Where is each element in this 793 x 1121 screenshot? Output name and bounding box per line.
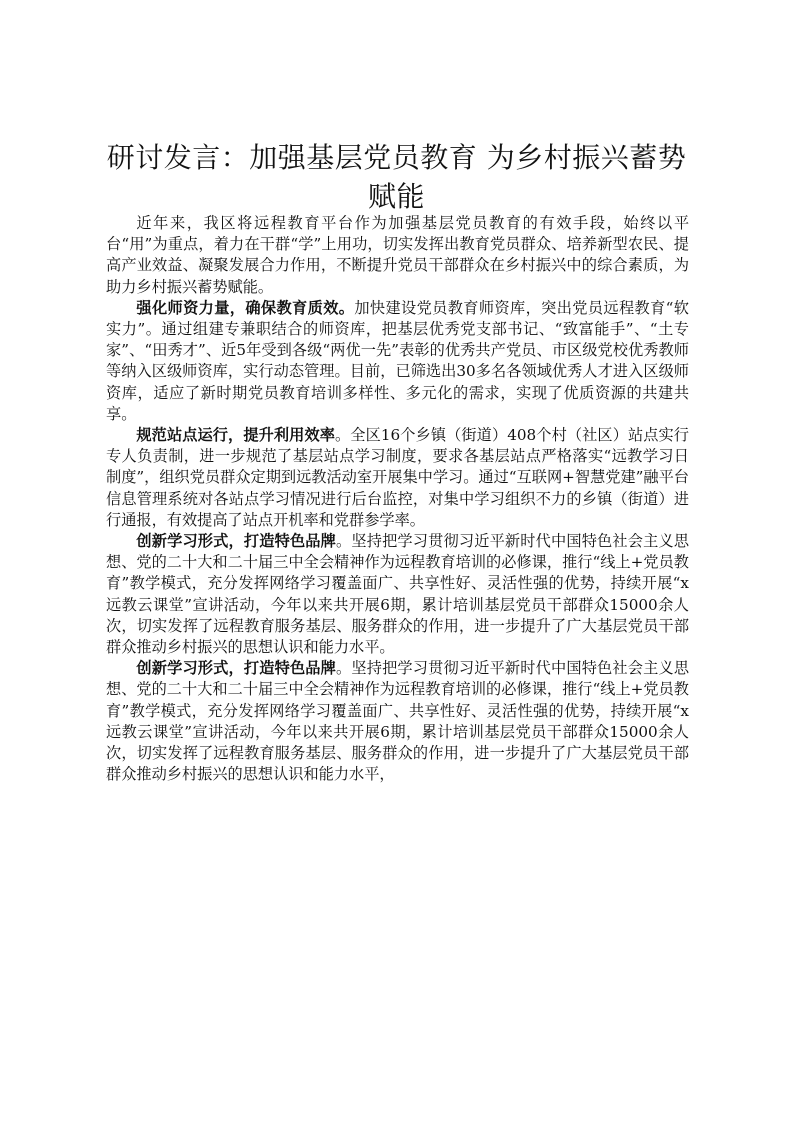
paragraph-text: 。全区16个乡镇（街道）408个村（社区）站点实行专人负责制，进一步规范了基层站点学习制度，要求各基层站点严格落实“远教学习日制度”，组织党员群众定期到远教活动室开展集中学习。通过“互联网+智慧党建”融平台信息管理系统对各站点学习情况进行后台监控，对集中学习组织不力的乡镇（街道）进行通报，有效提高了站点开机率和党群参学率。 (106, 426, 689, 529)
paragraph-text: 近年来，我区将远程教育平台作为加强基层党员教育的有效手段，始终以平台“用”为重点，着力在干群“学”上用功，切实发挥出教育党员群众、培养新型农民、提高产业效益、凝聚发展合力作用，不断提升党员干部群众在乡村振兴中的综合素质，为助力乡村振兴蓄势赋能。 (106, 214, 689, 296)
paragraph-lead: 强化师资力量，确保教育质效。 (136, 298, 355, 317)
paragraph-lead: 创新学习形式，打造特色品牌 (136, 659, 337, 678)
paragraph-text: 。坚持把学习贯彻习近平新时代中国特色社会主义思想、党的二十大和二十届三中全会精神作为远程教育培训的必修课，推行“线上+党员教育”教学模式，充分发挥网络学习覆盖面广、共享性好、灵活性强的优势，持续开展“x远教云课堂”宣讲活动，今年以来共开展6期，累计培训基层党员干部群众15000余人次，切实发挥了远程教育服务基层、服务群众的作用，进一步提升了广大基层党员干部群众推动乡村振兴的思想认识和能力水平， (106, 659, 690, 784)
paragraph-text: 。坚持把学习贯彻习近平新时代中国特色社会主义思想、党的二十大和二十届三中全会精神作为远程教育培训的必修课，推行“线上+党员教育”教学模式，充分发挥网络学习覆盖面广、共享性好、灵活性强的优势，持续开展“x远教云课堂”宣讲活动，今年以来共开展6期，累计培训基层党员干部群众15000余人次，切实发挥了远程教育服务基层、服务群众的作用，进一步提升了广大基层党员干部群众推动乡村振兴的思想认识和能力水平。 (106, 532, 690, 657)
paragraph-teachers (106, 298, 689, 425)
document-title: 研讨发言：加强基层党员教育 为乡村振兴蓄势赋能 (106, 141, 687, 213)
paragraph-lead: 规范站点运行，提升利用效率 (136, 426, 336, 445)
paragraph-text: 加快建设党员教育师资库，突出党员远程教育“软实力”。通过组建专兼职结合的师资库，把基层优秀党支部书记、“致富能手”、“土专家”、“田秀才”、近5年受到各级“两优一先”表彰的优秀共产党员、市区级党校优秀教师等纳入区级师资库，实行动态管理。目前，已筛选出30多名各领域优秀人才进入区级师资库，适应了新时期党员教育培训多样性、多元化的需求，实现了优质资源的共建共享。 (106, 298, 689, 423)
paragraph-stations (106, 425, 689, 531)
paragraph-learning-repeat (106, 658, 689, 785)
document-body (106, 213, 689, 785)
paragraph-lead: 创新学习形式，打造特色品牌 (136, 532, 337, 551)
paragraph-intro (106, 213, 689, 298)
paragraph-learning (106, 531, 689, 658)
